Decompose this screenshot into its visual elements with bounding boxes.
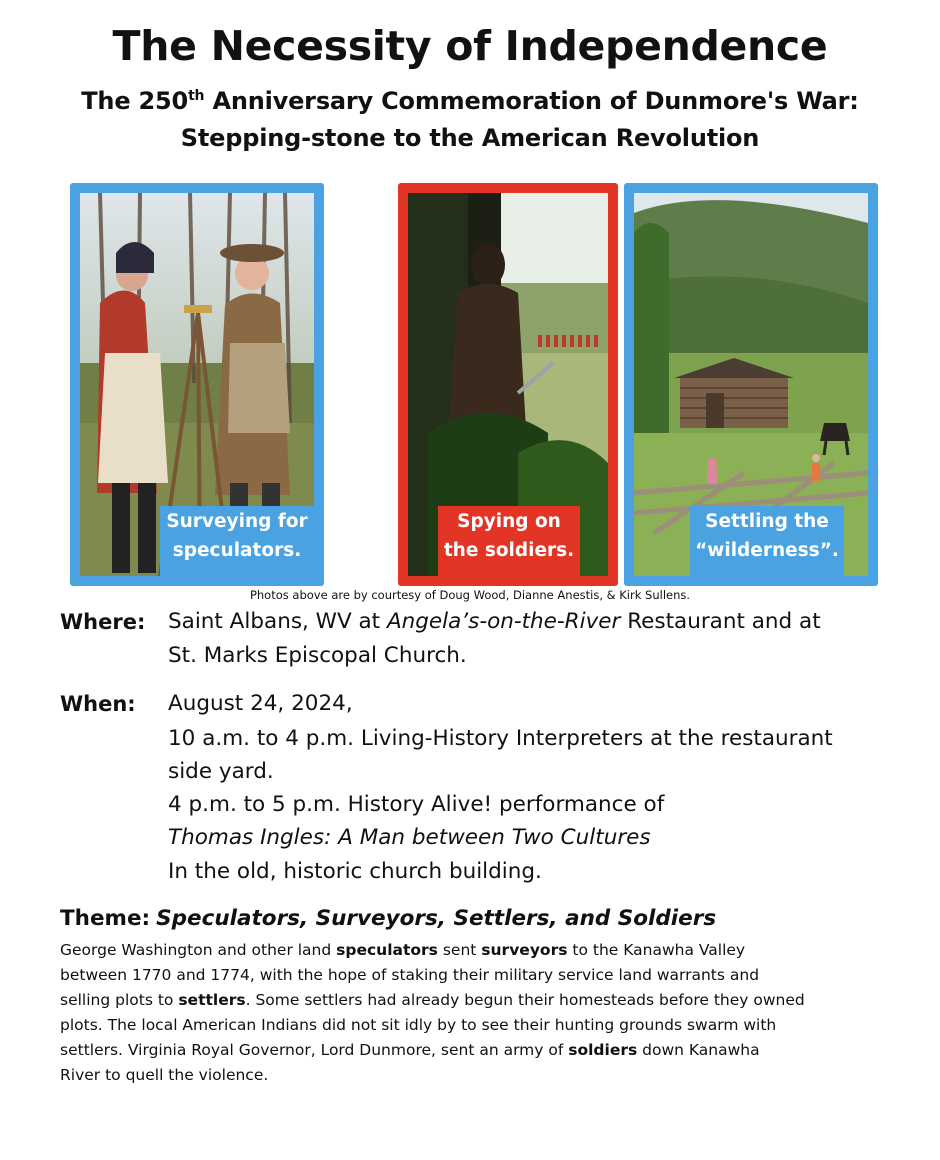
caption-surveying: Surveying for speculators. [160,506,314,576]
performance-title: Thomas Ingles: A Man between Two Cultures [168,825,651,850]
when-line: In the old, historic church building. [168,859,542,884]
where-line-1: Saint Albans, WV at Angela’s-on-the-River Restaurant and at [168,609,821,634]
photo-surveying [70,183,324,586]
where-line-2: St. Marks Episcopal Church. [168,643,467,668]
theme-paragraph-line: plots. The local American Indians did not sit idly by to see their hunting grounds swarm with [60,1016,777,1034]
subtitle-line-2: Stepping-stone to the American Revolution [180,124,760,152]
theme-paragraph-line: between 1770 and 1774, with the hope of staking their military service land warrants and [60,966,760,984]
photo-spying [398,183,618,586]
when-line: 10 a.m. to 4 p.m. Living-History Interpreters at the restaurant [168,726,833,751]
theme-paragraph-line: River to quell the violence. [60,1066,269,1084]
photo-settling [624,183,878,586]
theme-paragraph-line: settlers. Virginia Royal Governor, Lord Dunmore, sent an army of soldiers down Kanawha [60,1041,760,1059]
photo-credit: Photos above are by courtesy of Doug Wood, Dianne Anestis, & Kirk Sullens. [249,588,691,602]
when-label: When: [60,692,136,716]
theme-heading: Theme: Speculators, Surveyors, Settlers, and Soldiers [60,906,717,931]
when-date: August 24, 2024, [168,691,353,716]
where-label: Where: [60,610,146,634]
page-title: The Necessity of Independence [112,22,828,70]
caption-spying: Spying on the soldiers. [438,506,580,576]
subtitle-line-1: The 250th Anniversary Commemoration of Dunmore's War: [81,87,859,115]
theme-paragraph-line: George Washington and other land speculators sent surveyors to the Kanawha Valley [60,941,746,959]
when-line: side yard. [168,759,274,784]
caption-settling: Settling the “wilderness”. [690,506,844,576]
theme-paragraph-line: selling plots to settlers. Some settlers had already begun their homesteads before they owned [60,991,805,1009]
when-line: 4 p.m. to 5 p.m. History Alive! performance of [168,792,665,817]
